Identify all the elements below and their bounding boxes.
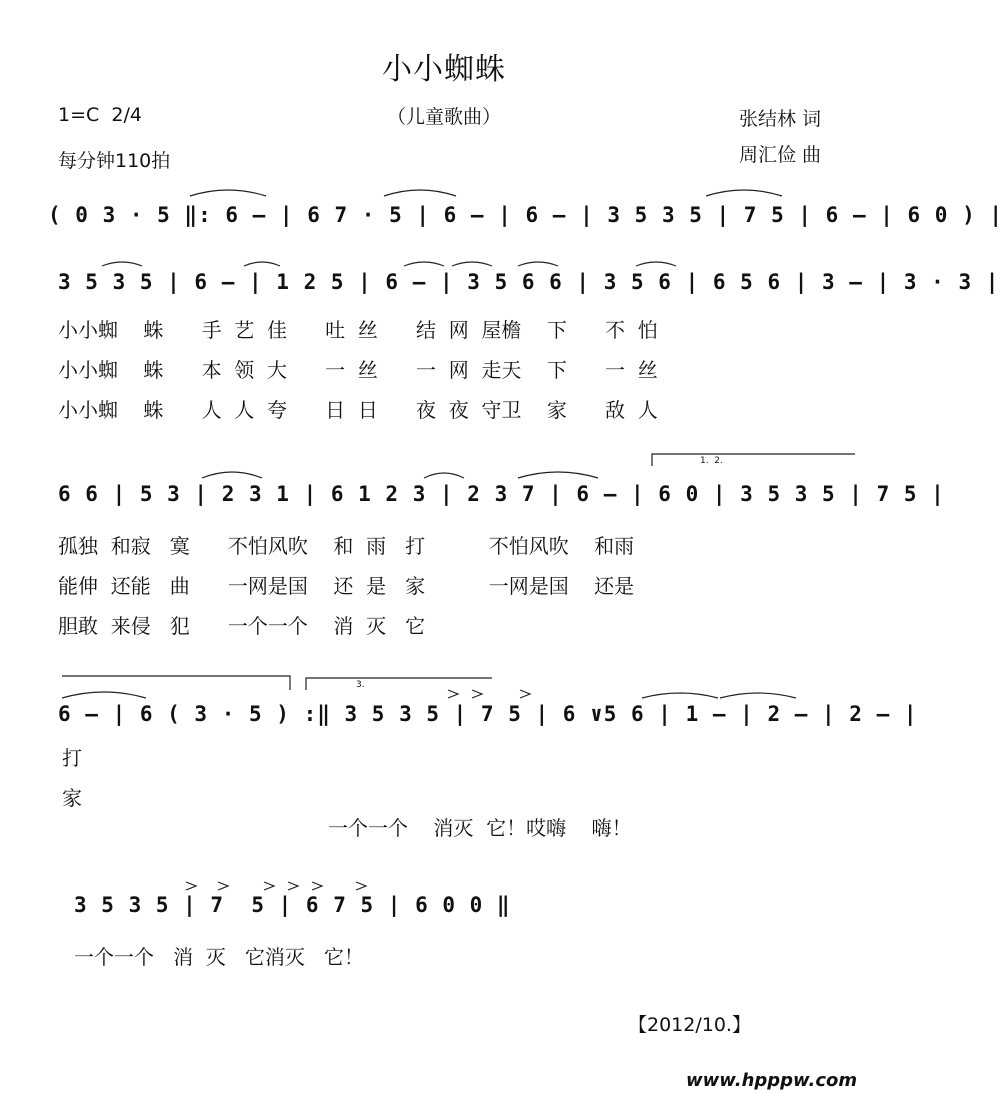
- tempo: 每分钟110拍: [58, 150, 171, 172]
- key-signature: 1=C 2/4: [58, 104, 142, 126]
- lyric-row-4-verse-2: 家: [62, 786, 82, 810]
- accent-mark: [288, 882, 298, 890]
- date-stamp: 【2012/10.】: [628, 1014, 751, 1036]
- slur-mark: [404, 262, 444, 266]
- slur-mark: [424, 473, 464, 478]
- score-row-2: 3 5 3 5 | 6 – | 1 2 5 | 6 – | 3 5 6 6 | 3 5 6 | 6 5 6 | 3 – | 3 · 3 |: [58, 270, 1000, 294]
- score-row-5: 3 5 3 5 | 7 5 | 6 7 5 | 6 0 0 ‖: [74, 893, 511, 917]
- slur-mark: [452, 262, 492, 266]
- accent-mark: [218, 882, 228, 890]
- slur-mark: [706, 190, 782, 196]
- score-row-4: 6 – | 6 ( 3 · 5 ) :‖ 3 5 3 5 | 7 5 | 6 ∨5 6 | 1 – | 2 – | 2 – |: [58, 702, 918, 726]
- slur-mark: [202, 472, 262, 478]
- score-row-3: 6 6 | 5 3 | 2 3 1 | 6 1 2 3 | 2 3 7 | 6 – | 6 0 | 3 5 3 5 | 7 5 |: [58, 482, 945, 506]
- page-title: 小小蜘蛛: [382, 52, 506, 87]
- volta-bracket: [62, 676, 290, 690]
- volta-bracket: [306, 678, 492, 690]
- slur-mark: [518, 472, 598, 478]
- lyricist: 张结林 词: [739, 108, 822, 130]
- slur-mark: [720, 693, 796, 698]
- lyric-row-5: 一个一个 消 灭 它消灭 它！: [74, 945, 364, 969]
- slur-mark: [642, 693, 718, 698]
- website-watermark: www.hpppw.com: [686, 1070, 858, 1091]
- lyric-row-3-verse-2: 能伸 还能 曲 一网是国 还 是 家 一网是国 还是: [58, 574, 635, 598]
- accent-mark: [312, 882, 322, 890]
- lyric-row-4-verse-1: 打: [62, 746, 82, 770]
- accent-mark: [356, 882, 366, 890]
- volta-label-3: 3.: [356, 680, 365, 690]
- accent-mark: [186, 882, 196, 890]
- slur-mark: [62, 692, 146, 698]
- lyric-row-4-ending: 一个一个 消灭 它！哎嗨 嗨！: [328, 816, 632, 840]
- lyric-row-2-verse-1: 小小蜘 蛛 手 艺 佳 吐 丝 结 网 屋檐 下 不 怕: [58, 318, 658, 342]
- slur-mark: [384, 190, 456, 196]
- lyric-row-3-verse-1: 孤独 和寂 寞 不怕风吹 和 雨 打 不怕风吹 和雨: [58, 534, 635, 558]
- slur-mark: [190, 190, 266, 196]
- subtitle: （儿童歌曲）: [386, 106, 501, 128]
- accent-mark: [472, 690, 482, 698]
- accent-mark: [520, 690, 530, 698]
- lyric-row-2-verse-2: 小小蜘 蛛 本 领 大 一 丝 一 网 走天 下 一 丝: [58, 358, 658, 382]
- slur-mark: [102, 262, 142, 266]
- accent-mark: [448, 690, 458, 698]
- lyric-row-3-verse-3: 胆敢 来侵 犯 一个一个 消 灭 它: [58, 614, 426, 638]
- slur-mark: [636, 262, 676, 266]
- accent-mark: [264, 882, 274, 890]
- volta-bracket: [652, 454, 855, 466]
- slur-mark: [518, 262, 558, 266]
- score-row-1: ( 0 3 · 5 ‖: 6 – | 6 7 · 5 | 6 – | 6 – | 3 5 3 5 | 7 5 | 6 – | 6 0 ) |: [48, 203, 1003, 227]
- volta-label-1-2: 1. 2.: [700, 456, 723, 466]
- composer: 周汇俭 曲: [739, 144, 822, 166]
- slur-mark: [244, 262, 280, 266]
- lyric-row-2-verse-3: 小小蜘 蛛 人 人 夸 日 日 夜 夜 守卫 家 敌 人: [58, 398, 658, 422]
